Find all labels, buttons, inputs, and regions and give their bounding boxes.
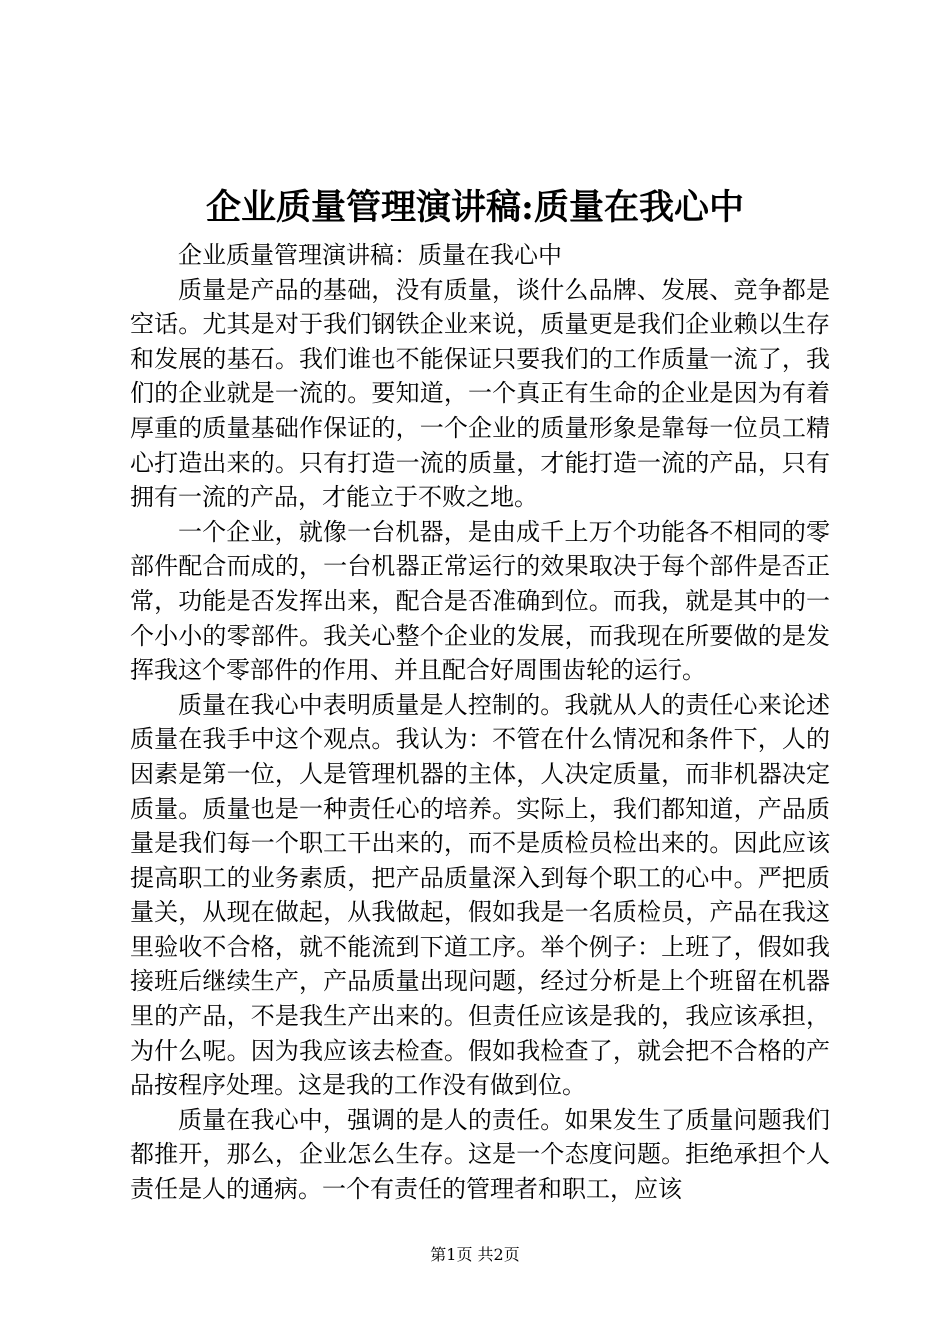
paragraph: 一个企业，就像一台机器，是由成千上万个功能各不相同的零部件配合而成的，一台机器正常运行的效果取决于每个部件是否正常，功能是否发挥出来，配合是否准确到位。而我，就是其中的一个小小的零部件。我关心整个企业的发展，而我现在所要做的是发挥我这个零部件的作用、并且配合好周围齿轮的运行。 — [130, 517, 830, 685]
document-title: 企业质量管理演讲稿:质量在我心中 — [206, 187, 744, 228]
document-body — [130, 238, 830, 1207]
paragraph: 质量在我心中表明质量是人控制的。我就从人的责任心来论述质量在我手中这个观点。我认为：不管在什么情况和条件下，人的因素是第一位，人是管理机器的主体，人决定质量，而非机器决定质量。质量也是一种责任心的培养。实际上，我们都知道，产品质量是我们每一个职工干出来的，而不是质检员检出来的。因此应该提高职工的业务素质，把产品质量深入到每个职工的心中。严把质量关，从现在做起，从我做起，假如我是一名质检员，产品在我这里验收不合格，就不能流到下道工序。举个例子：上班了，假如我接班后继续生产，产品质量出现问题，经过分析是上个班留在机器里的产品，不是我生产出来的。但责任应该是我的，我应该承担，为什么呢。因为我应该去检查。假如我检查了，就会把不合格的产品按程序处理。这是我的工作没有做到位。 — [130, 690, 830, 1100]
paragraph: 质量在我心中，强调的是人的责任。如果发生了质量问题我们都推开，那么，企业怎么生存。这是一个态度问题。拒绝承担个人责任是人的通病。一个有责任的管理者和职工，应该 — [130, 1105, 830, 1204]
paragraph-subtitle: 企业质量管理演讲稿：质量在我心中 — [178, 241, 562, 269]
page-footer: 第1页 共2页 — [430, 1245, 520, 1264]
paragraph: 质量是产品的基础，没有质量，谈什么品牌、发展、竞争都是空话。尤其是对于我们钢铁企业来说，质量更是我们企业赖以生存和发展的基石。我们谁也不能保证只要我们的工作质量一流了，我们的企业就是一流的。要知道，一个真正有生命的企业是因为有着厚重的质量基础作保证的，一个企业的质量形象是靠每一位员工精心打造出来的。只有打造一流的质量，才能打造一流的产品，只有拥有一流的产品，才能立于不败之地。 — [130, 275, 830, 512]
